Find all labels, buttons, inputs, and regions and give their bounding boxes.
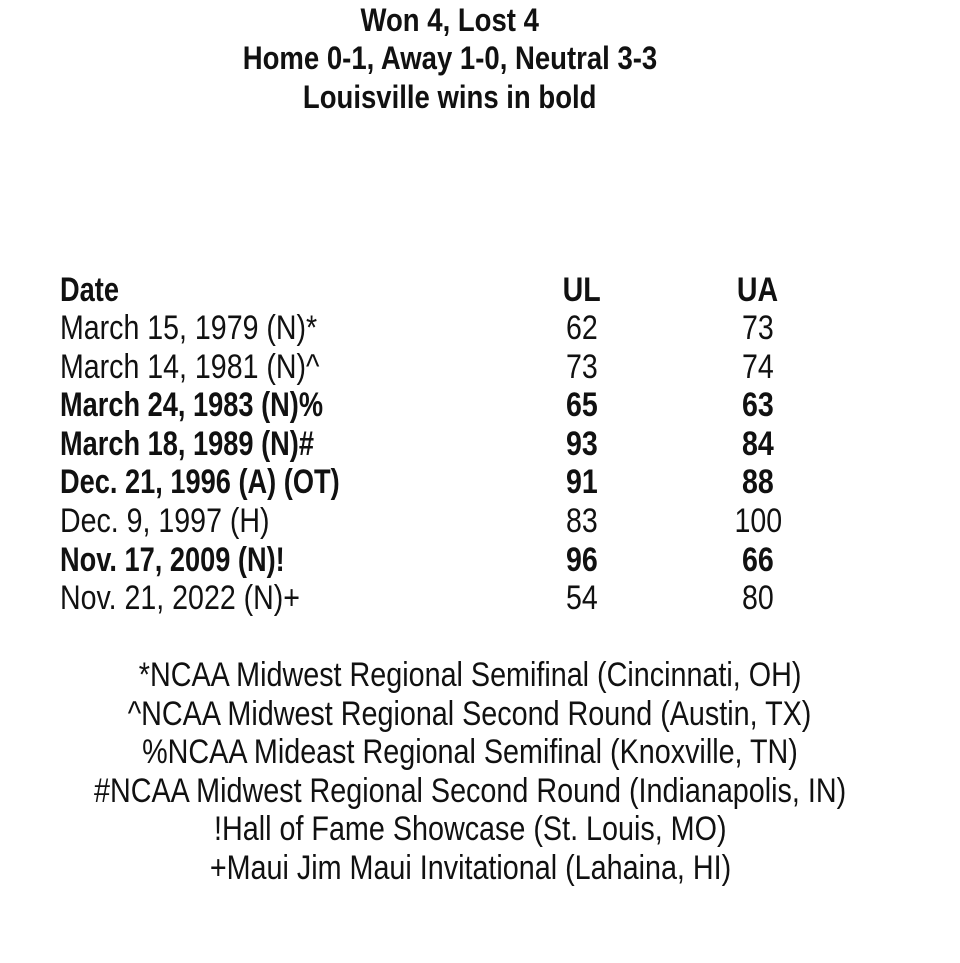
table-row	[0, 309, 960, 347]
table-row	[0, 386, 960, 424]
ua-score: 88	[742, 463, 774, 502]
ua-score: 63	[742, 386, 774, 425]
ul-score: 54	[566, 579, 598, 618]
footnote: *NCAA Midwest Regional Semifinal (Cincinnati, OH)	[138, 656, 802, 694]
ua-score: 84	[742, 424, 774, 463]
header-ul: UL	[562, 271, 602, 309]
location-record: Home 0-1, Away 1-0, Neutral 3-3	[242, 40, 658, 76]
game-date: Dec. 21, 1996 (A) (OT)	[60, 463, 340, 502]
ua-score: 74	[742, 347, 774, 386]
game-date: Nov. 17, 2009 (N)!	[60, 540, 285, 579]
ua-score: 66	[742, 540, 774, 579]
record-summary: Won 4, Lost 4	[360, 2, 540, 38]
table-header	[0, 271, 960, 309]
footnote: !Hall of Fame Showcase (St. Louis, MO)	[213, 810, 727, 849]
game-date: Dec. 9, 1997 (H)	[60, 502, 270, 540]
game-date: March 24, 1983 (N)%	[60, 386, 324, 425]
footnote: ^NCAA Midwest Regional Second Round (Austin, TX)	[128, 694, 812, 733]
ul-score: 93	[566, 424, 598, 463]
game-date: March 14, 1981 (N)^	[60, 347, 320, 386]
table-row	[0, 502, 960, 540]
bold-legend: Louisville wins in bold	[303, 79, 597, 115]
ul-score: 83	[566, 502, 598, 540]
ul-score: 73	[566, 347, 598, 386]
game-date: March 15, 1979 (N)*	[60, 309, 318, 347]
ul-score: 62	[566, 309, 598, 347]
header-ua: UA	[737, 271, 779, 309]
ua-score: 100	[734, 502, 782, 540]
footnote: %NCAA Mideast Regional Semifinal (Knoxville, TN)	[142, 733, 798, 772]
ua-score: 80	[742, 579, 774, 618]
ul-score: 91	[566, 463, 598, 502]
footnote: #NCAA Midwest Regional Second Round (Indianapolis, IN)	[93, 771, 847, 810]
footnote: +Maui Jim Maui Invitational (Lahaina, HI)	[209, 849, 731, 887]
game-date: March 18, 1989 (N)#	[60, 424, 314, 463]
table-row	[0, 348, 960, 386]
game-date: Nov. 21, 2022 (N)+	[60, 579, 300, 618]
table-row	[0, 463, 960, 501]
ua-score: 73	[742, 309, 774, 347]
ul-score: 96	[566, 540, 598, 579]
table-row	[0, 541, 960, 579]
header-date: Date	[60, 271, 119, 309]
table-row	[0, 425, 960, 463]
ul-score: 65	[566, 386, 598, 425]
table-row	[0, 579, 960, 617]
